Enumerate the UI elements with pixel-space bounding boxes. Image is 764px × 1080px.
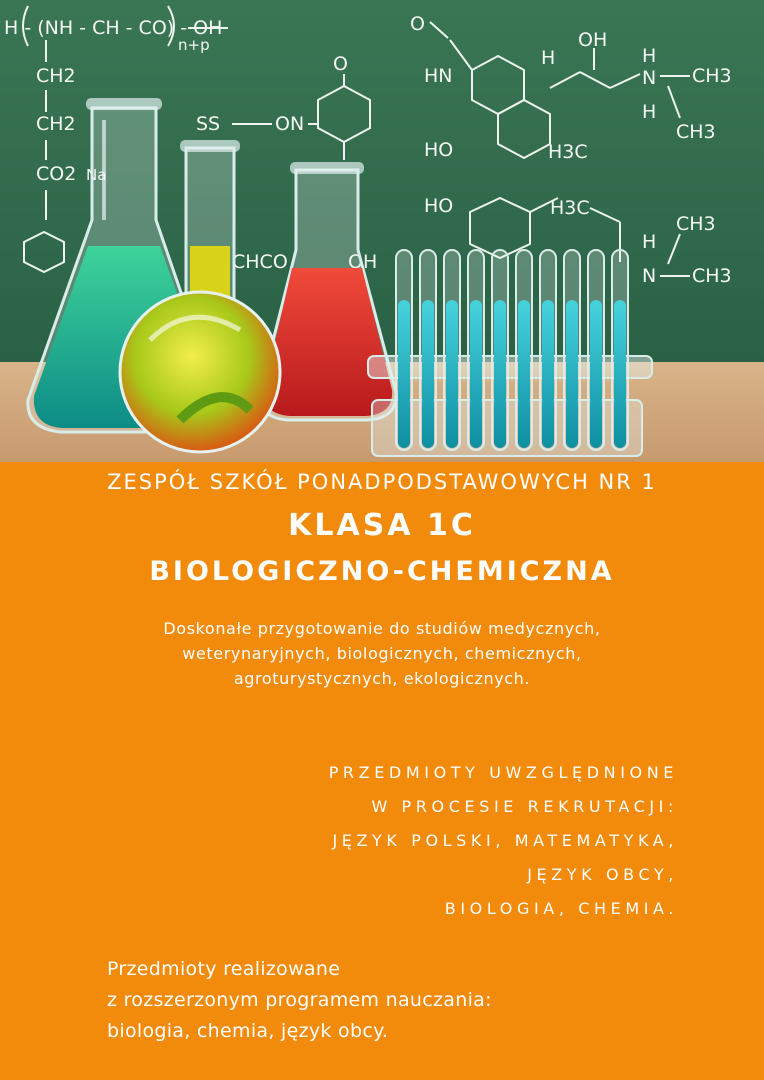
recruitment-line: BIOLOGIA, CHEMIA. [444,899,678,918]
recruitment-line: JĘZYK POLSKI, MATEMATYKA, [332,831,678,850]
test-tube [516,250,532,450]
test-tube [492,250,508,450]
formula-h-a: H [541,47,556,69]
formula-o-ring: O [410,13,425,35]
formula-ho-a: HO [424,139,454,161]
test-tube [420,250,436,450]
formula-on: ON [275,113,305,135]
test-tube [564,250,580,450]
formula-o: O [333,53,348,75]
extended-line: Przedmioty realizowane [107,958,341,980]
formula-oh: OH [578,29,608,51]
test-tube [612,250,628,450]
formula-h-c: H [642,101,657,123]
recruitment-line: PRZEDMIOTY UWZGLĘDNIONE [328,763,678,782]
formula-h-d: H [642,231,657,253]
formula-h-b: H [642,45,657,67]
description-line: weterynaryjnych, biologicznych, chemicznych, [182,644,582,663]
extended-subjects [107,954,492,1047]
extended-line: z rozszerzonym programem nauczania: [107,989,492,1011]
formula-ho-b: HO [424,195,454,217]
formula-ch2-b: CH2 [36,113,76,135]
formula-oh-b: OH [348,251,378,273]
chemistry-lab-illustration [0,0,764,462]
formula-h3c-b: H3C [550,197,590,219]
description-line: Doskonałe przygotowanie do studiów medycznych, [163,619,601,638]
description [40,616,724,691]
formula-h3c-a: H3C [548,141,588,163]
test-tube [396,250,412,450]
info-panel [0,462,764,1080]
formula-ch3-c: CH3 [676,213,716,235]
formula-ch3-a: CH3 [692,65,732,87]
formula-ss: SS [196,113,221,135]
formula-co2: CO2 [36,163,77,185]
description-line: agroturystycznych, ekologicznych. [233,669,531,688]
formula-n-b: N [642,265,657,287]
recruitment-subjects [329,756,678,926]
formula-hn: HN [424,65,453,87]
class-profile: BIOLOGICZNO-CHEMICZNA [149,556,615,587]
formula-chco: CHCO [232,251,288,273]
formula-repeat: n+p [178,36,210,54]
formula-ch3-b: CH3 [676,121,716,143]
school-name: ZESPÓŁ SZKÓŁ PONADPODSTAWOWYCH NR 1 [107,470,657,494]
test-tube [468,250,484,450]
class-name: KLASA 1C [288,508,476,543]
formula-n-a: N [642,67,657,89]
hero-image [0,0,764,462]
extended-line: biologia, chemia, język obcy. [107,1020,389,1042]
formula-na: Na [86,166,107,184]
formula-ch2-a: CH2 [36,65,76,87]
test-tube [540,250,556,450]
formula-ch3-d: CH3 [692,265,732,287]
test-tube [588,250,604,450]
formula-top-left: H - (NH - CH - CO) - OH [4,17,223,39]
test-tube [444,250,460,450]
recruitment-line: W PROCESIE REKRUTACJI: [371,797,678,816]
recruitment-line: JĘZYK OBCY, [527,865,678,884]
